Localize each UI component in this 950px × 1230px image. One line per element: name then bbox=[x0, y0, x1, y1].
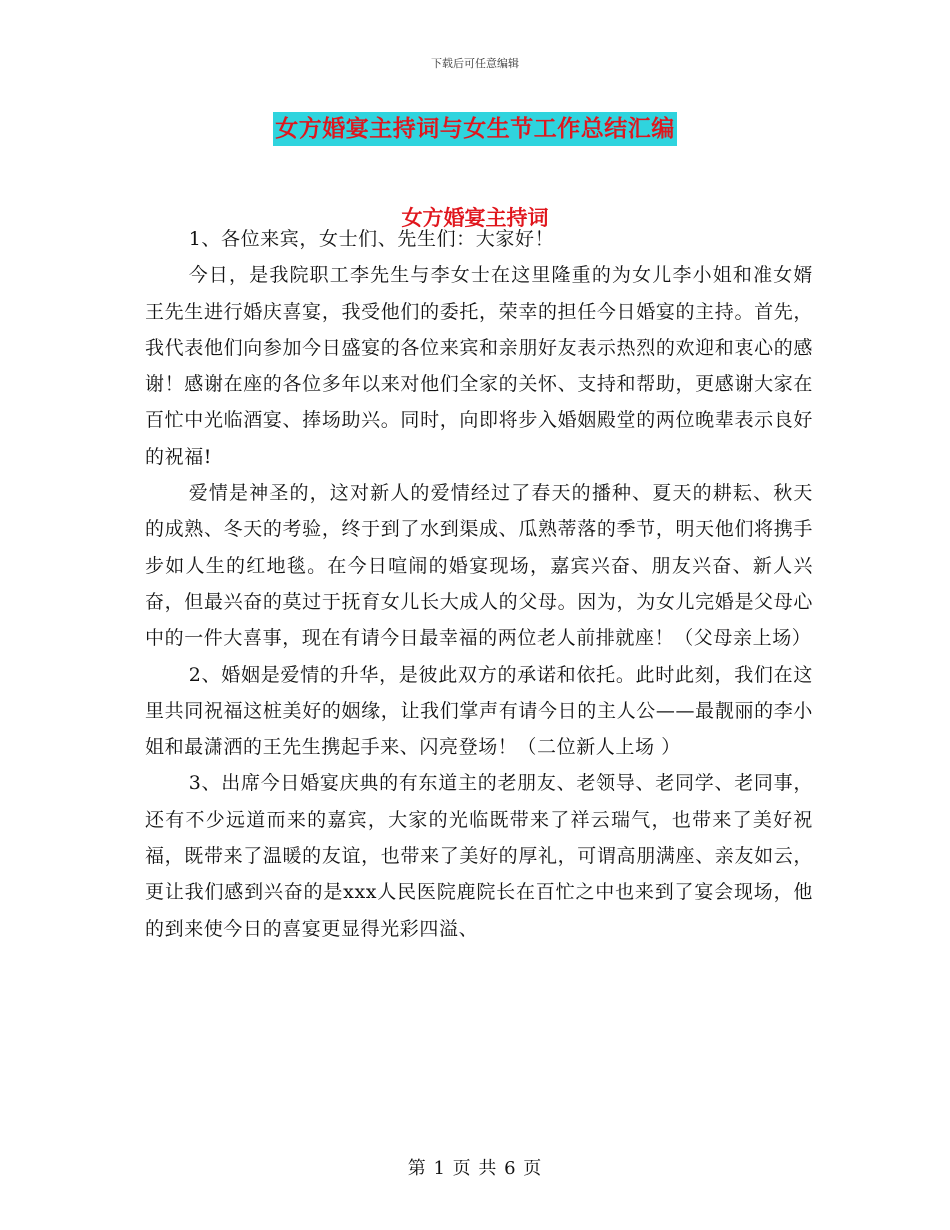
document-title bbox=[0, 112, 950, 146]
section-title: 女方婚宴主持词 bbox=[401, 206, 549, 230]
header-note: 下载后可任意编辑 bbox=[431, 57, 519, 70]
document-body bbox=[145, 221, 813, 947]
page-footer: 第 1 页 共 6 页 bbox=[407, 1158, 543, 1179]
paragraph: 今日，是我院职工李先生与李女士在这里隆重的为女儿李小姐和准女婿王先生进行婚庆喜宴，我受他们的委托，荣幸的担任今日婚宴的主持。首先，我代表他们向参加今日盛宴的各位来宾和亲朋好友表示热烈的欢迎和衷心的感谢！感谢在座的各位多年以来对他们全家的关怀、支持和帮助，更感谢大家在百忙中光临酒宴、捧场助兴。同时，向即将步入婚姻殿堂的两位晚辈表示良好的祝福! bbox=[145, 264, 813, 468]
paragraph: 3、出席今日婚宴庆典的有东道主的老朋友、老领导、老同学、老同事，还有不少远道而来的嘉宾，大家的光临既带来了祥云瑞气，也带来了美好祝福，既带来了温暖的友谊，也带来了美好的厚礼，可谓高朋满座、亲友如云，更让我们感到兴奋的是xxx人民医院鹿院长在百忙之中也来到了宴会现场，他的到来使今日的喜宴更显得光彩四溢、 bbox=[145, 772, 813, 940]
document-title-text: 女方婚宴主持词与女生节工作总结汇编 bbox=[273, 112, 677, 146]
paragraph: 爱情是神圣的，这对新人的爱情经过了春天的播种、夏天的耕耘、秋天的成熟、冬天的考验，终于到了水到渠成、瓜熟蒂落的季节，明天他们将携手步如人生的红地毯。在今日喧闹的婚宴现场，嘉宾兴奋、朋友兴奋、新人兴奋，但最兴奋的莫过于抚育女儿长大成人的父母。因为，为女儿完婚是父母心中的一件大喜事，现在有请今日最幸福的两位老人前排就座！（父母亲上场） bbox=[145, 482, 813, 650]
paragraph: 2、婚姻是爱情的升华，是彼此双方的承诺和依托。此时此刻，我们在这里共同祝福这桩美好的姻缘，让我们掌声有请今日的主人公——最靓丽的李小姐和最潇洒的王先生携起手来、闪亮登场！（二位新人上场 ） bbox=[145, 663, 813, 759]
paragraph: 1、各位来宾，女士们、先生们：大家好！ bbox=[188, 228, 555, 250]
